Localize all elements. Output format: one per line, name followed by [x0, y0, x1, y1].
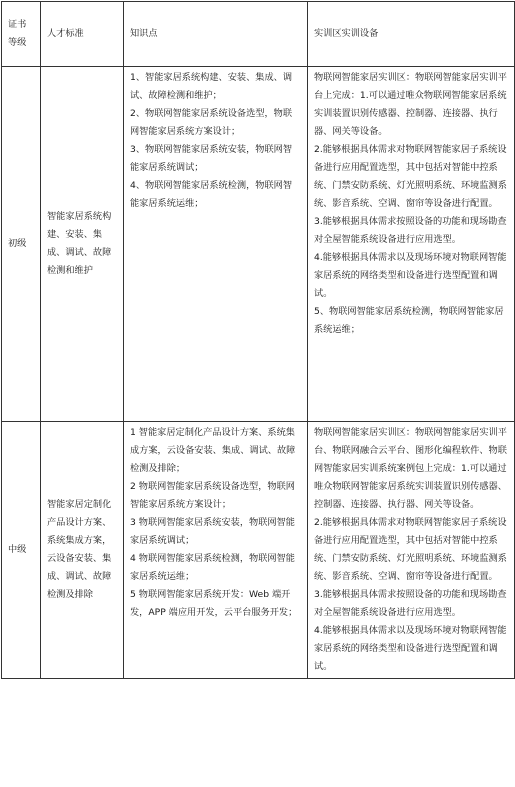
knowledge-item: 1 智能家居定制化产品设计方案、系统集成方案，云设备安装、集成、调试、故障检测及排除； [130, 427, 296, 474]
talent-standard-cell: 智能家居定制化产品设计方案、系统集成方案，云设备安装、集成、调试、故障检测及排除 [41, 422, 124, 679]
equipment-item: 5、物联网智能家居系统检测，物联网智能家居系统运维； [314, 306, 504, 335]
table-row-intermediate [2, 422, 515, 679]
certification-table [1, 1, 515, 679]
knowledge-item: 4、物联网智能家居系统检测，物联网智能家居系统运维； [130, 180, 293, 209]
knowledge-item: 1、智能家居系统构建、安装、集成、调试、故障检测和维护； [130, 72, 293, 101]
knowledge-cell [124, 67, 308, 422]
equipment-item: 2.能够根据具体需求对物联网智能家居子系统设备进行应用配置选型，其中包括对智能中控系统、门禁安防系统、灯光照明系统、环境监测系统、影音系统、空调、窗帘等设备进行配置。 [314, 144, 507, 209]
header-training-equipment: 实训区实训设备 [308, 2, 515, 67]
equipment-cell [308, 67, 515, 422]
knowledge-item: 3、物联网智能家居系统安装，物联网智能家居系统调试； [130, 144, 293, 173]
header-cert-level: 证书等级 [2, 2, 41, 67]
knowledge-cell [124, 422, 308, 679]
knowledge-item: 5 物联网智能家居系统开发：Web 端开发，APP 端应用开发，云平台服务开发； [130, 589, 298, 618]
cert-level-cell: 中级 [2, 422, 41, 679]
header-talent-standard: 人才标准 [41, 2, 124, 67]
knowledge-item: 2、物联网智能家居系统设备选型，物联网智能家居系统方案设计； [130, 108, 293, 137]
equipment-cell [308, 422, 515, 679]
table-row-junior [2, 67, 515, 422]
equipment-item: 物联网智能家居实训区：物联网智能家居实训平台、物联网融合云平台、图形化编程软件、物联网智能家居实训系统案例包上完成：1.可以通过唯众物联网智能家居系统实训装置识别传感器、控制器、连接器、执行器、网关等设备。 [314, 427, 507, 510]
table-header [2, 2, 515, 67]
equipment-item: 3.能够根据具体需求按照设备的功能和现场勘查对全屋智能系统设备进行应用选型。 [314, 216, 507, 245]
equipment-item: 4.能够根据具体需求以及现场环境对物联网智能家居系统的网络类型和设备进行选型配置和调试。 [314, 252, 507, 299]
knowledge-item: 4 物联网智能家居系统检测，物联网智能家居系统运维； [130, 553, 295, 582]
knowledge-item: 2 物联网智能家居系统设备选型，物联网智能家居系统方案设计； [130, 481, 295, 510]
equipment-item: 3.能够根据具体需求按照设备的功能和现场勘查对全屋智能系统设备进行应用选型。 [314, 589, 507, 618]
equipment-item: 4.能够根据具体需求以及现场环境对物联网智能家居系统的网络类型和设备进行选型配置和调试。 [314, 625, 507, 672]
header-row [2, 2, 515, 67]
header-knowledge-points: 知识点 [124, 2, 308, 67]
cert-level-cell: 初级 [2, 67, 41, 422]
equipment-item: 物联网智能家居实训区：物联网智能家居实训平台上完成：1.可以通过唯众物联网智能家居系统实训装置识别传感器、控制器、连接器、执行器、网关等设备。 [314, 72, 507, 137]
talent-standard-cell: 智能家居系统构建、安装、集成、调试、故障检测和维护 [41, 67, 124, 422]
equipment-item: 2.能够根据具体需求对物联网智能家居子系统设备进行应用配置选型，其中包括对智能中控系统、门禁安防系统、灯光照明系统、环境监测系统、影音系统、空调、窗帘等设备进行配置。 [314, 517, 507, 582]
knowledge-item: 3 物联网智能家居系统安装，物联网智能家居系统调试； [130, 517, 295, 546]
